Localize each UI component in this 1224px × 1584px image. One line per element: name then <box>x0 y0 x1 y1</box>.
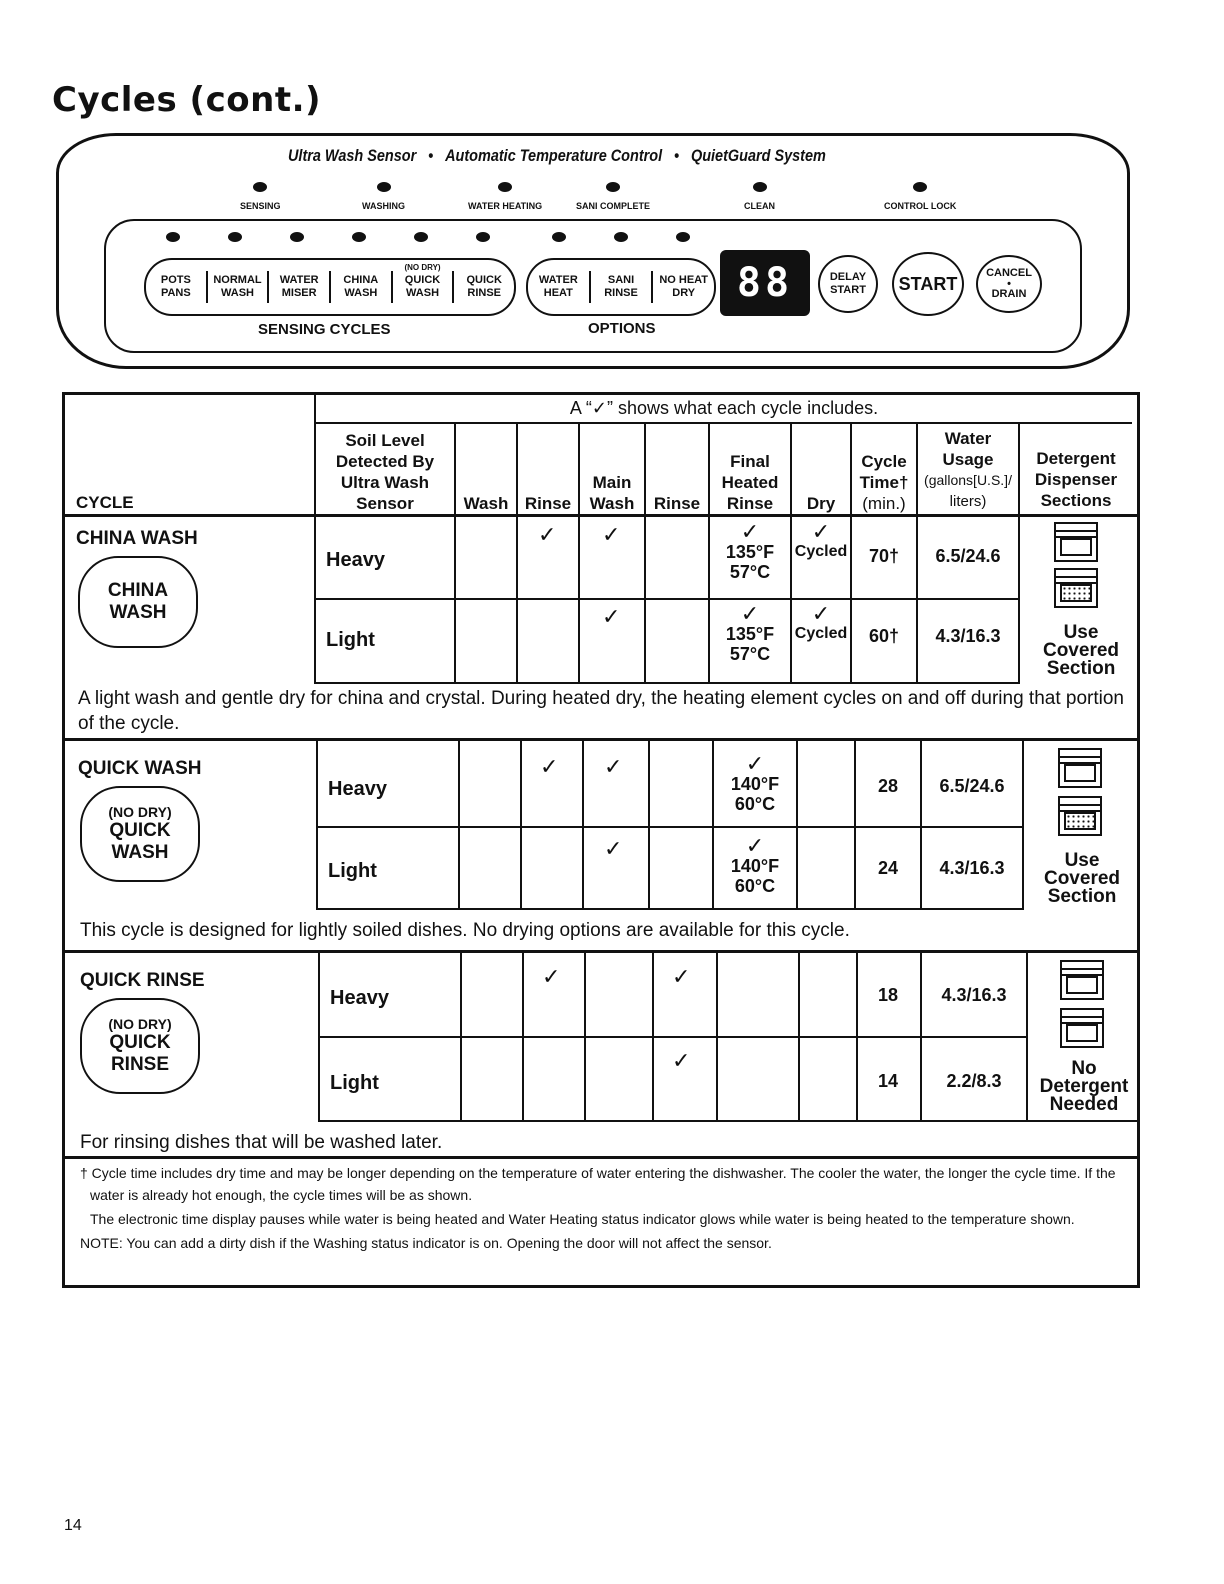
header-line: Time† <box>859 473 909 492</box>
header-main-wash <box>580 472 644 514</box>
water-usage-cell: 4.3/16.3 <box>939 858 1005 878</box>
grid-line <box>796 740 798 910</box>
indicator-led-icon <box>753 182 767 192</box>
quick-rinse-button-icon <box>80 998 200 1094</box>
temp-f: 135°F <box>725 542 775 562</box>
bullet: • <box>428 146 434 165</box>
check-icon: ✓ <box>540 754 559 779</box>
detergent-line: Covered <box>1043 868 1121 889</box>
final-rinse-cell <box>710 519 790 582</box>
indicator-clean <box>744 182 775 211</box>
button-label: NORMAL <box>213 274 262 286</box>
china-wash-button-icon <box>78 556 198 648</box>
check-icon: ✓ <box>604 754 623 779</box>
header-line: Ultra Wash <box>340 473 430 492</box>
dry-value: Cycled <box>794 543 848 560</box>
header-final-heated-rinse <box>710 451 790 514</box>
grid-line <box>314 682 1018 684</box>
final-rinse-cell <box>714 833 796 896</box>
temp-c: 60°C <box>734 876 776 896</box>
cycle-time-cell: 18 <box>877 985 899 1005</box>
header-cycle-time <box>852 451 916 514</box>
final-rinse-cell <box>710 601 790 664</box>
header-line: Detergent <box>1036 449 1116 468</box>
detergent-line: Needed <box>1049 1094 1119 1115</box>
soil-heavy: Heavy <box>330 987 389 1009</box>
cycle-description: This cycle is designed for lightly soiled dishes. No drying options are available for this cycle. <box>80 920 850 941</box>
no-heat-dry-button[interactable] <box>651 271 714 303</box>
header-line: Dispenser <box>1034 470 1118 489</box>
detergent-line: Detergent <box>1039 1076 1129 1097</box>
indicator-label: SANI COMPLETE <box>576 201 651 211</box>
led-icon <box>414 232 428 242</box>
icon-label: WASH <box>111 842 169 863</box>
button-label: DRY <box>672 287 696 299</box>
dispenser-open-icon <box>1054 522 1098 562</box>
header-line: Sections <box>1040 491 1112 510</box>
indicator-water-heating <box>468 182 542 211</box>
feature-temp-control: Automatic Temperature Control <box>445 146 663 165</box>
page-number: 14 <box>64 1517 82 1534</box>
soil-light: Light <box>326 629 375 651</box>
cycle-time-cell: 60† <box>868 626 900 646</box>
indicator-led-icon <box>913 182 927 192</box>
temp-f: 140°F <box>730 774 780 794</box>
temp-c: 57°C <box>729 644 771 664</box>
header-line: Usage <box>942 450 994 469</box>
dispenser-open-icon <box>1060 1008 1104 1048</box>
grid-line <box>516 422 518 684</box>
button-label: WASH <box>221 287 254 299</box>
header-soil-level <box>316 430 454 514</box>
header-detergent <box>1020 448 1132 511</box>
header-line: liters) <box>949 493 987 510</box>
indicator-led-icon <box>377 182 391 192</box>
options-label: OPTIONS <box>588 320 656 337</box>
option-buttons <box>526 258 716 316</box>
feature-ultra-wash: Ultra Wash Sensor <box>288 146 417 165</box>
features-line <box>288 146 826 166</box>
feature-quietguard: QuietGuard System <box>690 146 826 165</box>
indicator-label: SENSING <box>240 201 281 211</box>
water-usage-cell: 2.2/8.3 <box>946 1071 1002 1091</box>
button-label: START <box>898 273 958 294</box>
detergent-line: Section <box>1047 886 1117 907</box>
grid-line <box>520 740 522 910</box>
led-icon <box>290 232 304 242</box>
grid-line <box>316 826 1022 828</box>
dry-cell <box>792 519 850 562</box>
button-label: CHINA <box>343 274 379 286</box>
button-label: QUICK <box>466 274 502 286</box>
water-usage-cell: 6.5/24.6 <box>935 546 1001 566</box>
cycle-time-cell: 28 <box>877 776 899 796</box>
button-label: MISER <box>281 287 317 299</box>
header-line: Rinse <box>726 494 774 513</box>
water-usage-cell: 6.5/24.6 <box>939 776 1005 796</box>
led-icon <box>552 232 566 242</box>
detergent-line: Covered <box>1042 640 1120 661</box>
indicator-label: CONTROL LOCK <box>884 201 957 211</box>
final-rinse-cell <box>714 751 796 814</box>
header-line: Main <box>592 473 632 492</box>
led-icon <box>676 232 690 242</box>
grid-line <box>316 740 318 910</box>
led-icon <box>614 232 628 242</box>
header-water-usage <box>918 428 1018 512</box>
grid-line <box>854 740 856 910</box>
button-label: START <box>830 284 866 296</box>
grid-line <box>62 738 1140 741</box>
header-rinse-2: Rinse <box>653 494 701 513</box>
water-usage-cell: 4.3/16.3 <box>935 626 1001 646</box>
sensing-cycle-buttons <box>144 258 516 316</box>
cycle-name-quick-rinse: QUICK RINSE <box>80 970 205 991</box>
cycle-name-quick-wash: QUICK WASH <box>78 758 202 779</box>
indicator-label: WATER HEATING <box>468 201 543 211</box>
no-dry-label: (NO DRY) <box>404 263 441 272</box>
grid-line <box>582 740 584 910</box>
dispenser-open-icon <box>1060 960 1104 1000</box>
delay-start-button[interactable] <box>818 255 878 313</box>
header-line: Soil Level <box>345 431 425 450</box>
check-icon: ✓ <box>745 751 765 776</box>
indicator-led-icon <box>498 182 512 192</box>
soil-light: Light <box>328 860 377 882</box>
dry-value: Cycled <box>794 625 848 642</box>
button-label: HEAT <box>543 287 573 299</box>
detergent-line: Use <box>1063 622 1099 643</box>
led-icon <box>228 232 242 242</box>
grid-line <box>62 950 1140 953</box>
page-title: Cycles (cont.) <box>52 80 322 120</box>
footnote-cycle-time: † Cycle time includes dry time and may be longer depending on the temperature of water entering the dishwasher. The cooler the water, the longer the cycle time. If the water is already hot enough, the cycle times will be as shown. <box>80 1165 1116 1203</box>
check-icon: ✓ <box>538 522 557 547</box>
bullet: • <box>674 146 680 165</box>
indicator-sani-complete <box>576 182 650 211</box>
button-label: DELAY <box>829 271 867 283</box>
detergent-note <box>1028 1060 1140 1114</box>
header-rinse: Rinse <box>524 494 572 513</box>
indicator-label: WASHING <box>362 201 406 211</box>
header-line: (min.) <box>862 494 906 513</box>
quick-wash-button[interactable] <box>391 263 453 303</box>
grid-line <box>62 1156 1140 1159</box>
indicator-washing <box>362 182 405 211</box>
button-label: NO HEAT <box>659 274 709 286</box>
dispenser-open-icon <box>1058 748 1102 788</box>
dispenser-covered-icon <box>1054 568 1098 608</box>
detergent-line: Section <box>1046 658 1116 679</box>
check-icon: ✓ <box>672 964 691 989</box>
header-wash: Wash <box>463 494 509 513</box>
grid-line <box>578 422 580 684</box>
cycle-time-cell: 14 <box>877 1071 899 1091</box>
button-label: POTS <box>160 274 191 286</box>
header-line: Final <box>730 452 770 471</box>
cycle-time-cell: 24 <box>877 858 899 878</box>
button-label: WASH <box>344 287 378 299</box>
dispenser-covered-icon <box>1058 796 1102 836</box>
header-line: (gallons[U.S.]/ <box>924 472 1012 488</box>
footnote-display-pause: The electronic time display pauses while water is being heated and Water Heating status indicator glows while water is being heated to the temperature shown. <box>90 1211 1075 1227</box>
check-icon: ✓ <box>542 964 561 989</box>
led-icon <box>166 232 180 242</box>
check-icon: ✓ <box>602 604 621 629</box>
cycle-name-china-wash: CHINA WASH <box>76 528 198 549</box>
detergent-note <box>1020 624 1142 678</box>
soil-heavy: Heavy <box>328 778 387 800</box>
icon-label: WASH <box>109 602 167 623</box>
water-usage-cell: 4.3/16.3 <box>941 985 1007 1005</box>
icon-label: QUICK <box>109 820 171 841</box>
button-label: SANI <box>607 274 635 286</box>
button-label: WATER <box>538 274 578 286</box>
indicator-label: CLEAN <box>744 201 775 211</box>
normal-wash-button[interactable] <box>206 271 268 303</box>
table-legend: A “✓” shows what each cycle includes. <box>569 398 879 418</box>
grid-line <box>454 422 456 684</box>
pots-pans-button[interactable] <box>146 271 206 303</box>
check-icon: ✓ <box>604 836 623 861</box>
button-label: RINSE <box>467 287 501 299</box>
detergent-line: No <box>1071 1058 1097 1079</box>
icon-label: RINSE <box>110 1054 170 1075</box>
footnote-note: NOTE: You can add a dirty dish if the Washing status indicator is on. Opening the door will not affect the sensor. <box>80 1235 772 1251</box>
header-line: Wash <box>589 494 635 513</box>
sensing-cycles-label: SENSING CYCLES <box>258 321 391 338</box>
check-icon: ✓ <box>811 519 831 544</box>
button-label: CANCEL <box>986 267 1032 279</box>
check-icon: ✓ <box>740 601 760 626</box>
grid-line <box>458 740 460 910</box>
bullet: • <box>1007 278 1011 290</box>
grid-line <box>316 908 1022 910</box>
header-cycle: CYCLE <box>76 493 134 512</box>
button-label: DRAIN <box>991 288 1027 300</box>
header-line: Detected By <box>335 452 435 471</box>
time-display: 88 <box>720 250 810 316</box>
check-icon: ✓ <box>745 833 765 858</box>
button-label: QUICK <box>404 274 441 286</box>
led-icon <box>476 232 490 242</box>
cycle-description: A light wash and gentle dry for china and crystal. During heated dry, the heating element cycles on and off during that portion of the cycle. <box>78 688 1124 734</box>
icon-label: QUICK <box>109 1032 171 1053</box>
grid-line <box>62 514 1140 517</box>
check-icon: ✓ <box>602 522 621 547</box>
indicator-sensing <box>240 182 281 211</box>
grid-line <box>920 740 922 910</box>
water-miser-button[interactable] <box>267 271 329 303</box>
indicator-control-lock <box>884 182 956 211</box>
footnotes <box>80 1162 1132 1254</box>
icon-label: CHINA <box>107 580 169 601</box>
indicator-led-icon <box>253 182 267 192</box>
water-heat-button[interactable] <box>528 271 589 303</box>
cancel-drain-button[interactable] <box>976 255 1042 313</box>
led-icon <box>352 232 366 242</box>
temp-c: 57°C <box>729 562 771 582</box>
grid-line <box>318 1036 1026 1038</box>
button-label: RINSE <box>604 287 638 299</box>
dry-cell <box>792 601 850 644</box>
sani-rinse-button[interactable] <box>589 271 652 303</box>
icon-label: (NO DRY) <box>108 1016 172 1032</box>
header-line: Heated <box>721 473 779 492</box>
soil-light: Light <box>330 1072 379 1094</box>
grid-line <box>318 1120 1140 1122</box>
temp-c: 60°C <box>734 794 776 814</box>
header-line: Water <box>944 429 992 448</box>
quick-rinse-button[interactable] <box>452 271 514 303</box>
grid-line <box>648 740 650 910</box>
grid-line <box>314 422 1132 424</box>
start-button[interactable] <box>892 252 964 316</box>
china-wash-button[interactable] <box>329 271 391 303</box>
check-icon: ✓ <box>811 601 831 626</box>
header-line: Sensor <box>356 494 414 513</box>
button-label: WATER <box>279 274 319 286</box>
detergent-line: Use <box>1064 850 1100 871</box>
icon-label: (NO DRY) <box>108 804 172 820</box>
check-icon: ✓ <box>740 519 760 544</box>
header-dry: Dry <box>806 494 836 513</box>
button-label: PANS <box>160 287 191 299</box>
grid-line <box>314 598 1018 600</box>
cycle-time-cell: 70† <box>868 546 900 566</box>
header-line: Cycle <box>861 452 907 471</box>
grid-line <box>644 422 646 684</box>
check-icon: ✓ <box>672 1048 691 1073</box>
button-label: WASH <box>406 287 440 299</box>
quick-wash-button-icon <box>80 786 200 882</box>
indicator-led-icon <box>606 182 620 192</box>
cycle-description: For rinsing dishes that will be washed later. <box>80 1132 443 1153</box>
soil-heavy: Heavy <box>326 549 385 571</box>
temp-f: 135°F <box>725 624 775 644</box>
temp-f: 140°F <box>730 856 780 876</box>
detergent-note <box>1024 852 1140 906</box>
